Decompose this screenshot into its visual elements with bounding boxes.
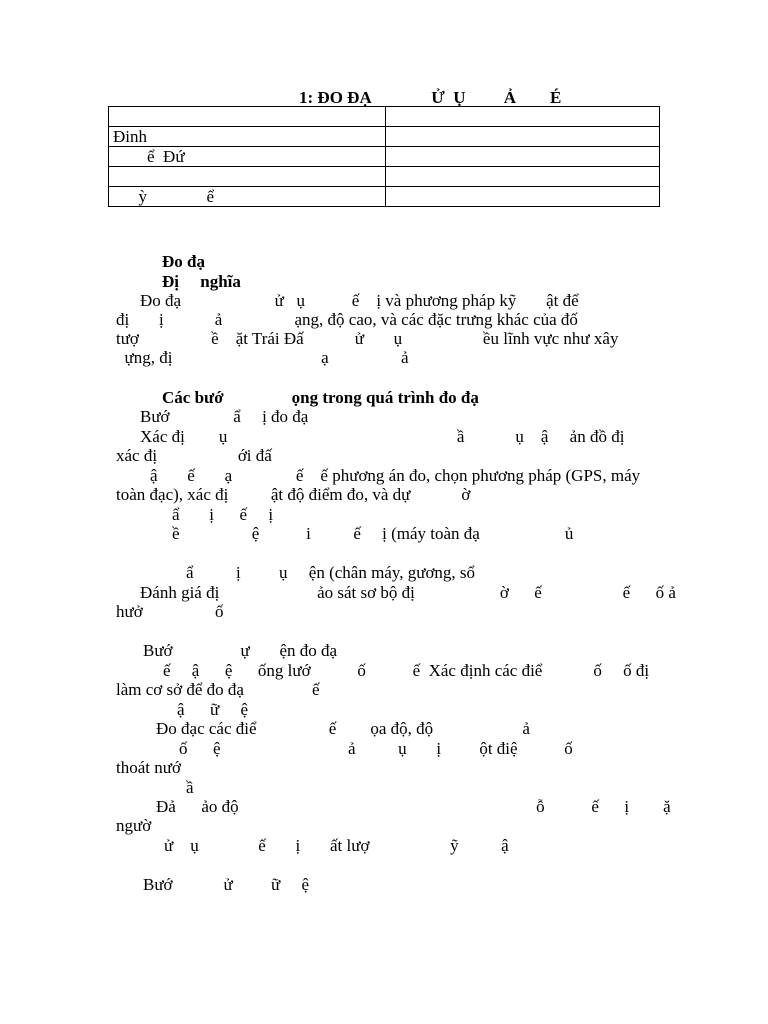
table-row xyxy=(109,187,660,207)
text-line: thoát nướ xyxy=(116,758,181,777)
text-line: ngườ xyxy=(116,816,152,835)
text-line: Bướ ự ện đo đạ xyxy=(143,641,338,660)
table-cell xyxy=(386,147,660,167)
heading-line: Đị nghĩa xyxy=(162,272,241,291)
text-line: ẩ ị ế ị xyxy=(172,505,274,524)
text-line: ựng, đị ạ ả xyxy=(116,348,409,367)
text-line: ậ ữ ệ xyxy=(177,700,249,719)
text-line: hưở ố xyxy=(116,602,224,621)
text-line: đị ị ả ạng, độ cao, và các đặc trưng khác của đố xyxy=(116,310,578,329)
text-line: tượ ề ặt Trái Đấ ử ụ ều lĩnh vực như xây xyxy=(116,329,619,348)
table-cell: ể Đứ xyxy=(109,147,386,167)
text-line: Bướ ử ữ ệ xyxy=(143,875,310,894)
text-line: ử ụ ế ị ất lượ ỹ ậ xyxy=(164,836,509,855)
text-line: Đo đạ ử ụ ế ị và phương pháp kỹ ật để xyxy=(140,291,579,310)
table-cell xyxy=(386,107,660,127)
text-line: Xác đị ụ ầ ụ ậ ản đồ đị xyxy=(140,427,625,446)
info-table xyxy=(108,106,660,207)
table-row xyxy=(109,147,660,167)
table-cell: ỳ ể xyxy=(109,187,386,207)
text-line: ế ậ ệ ống lướ ố ế Xác định các điể ố ố đị xyxy=(163,661,650,680)
text-line: ẩ ị ụ ện (chân máy, gương, sổ xyxy=(186,563,476,582)
table-row xyxy=(109,167,660,187)
table-cell xyxy=(109,167,386,187)
text-line: toàn đạc), xác đị ật độ điểm đo, và dự ờ xyxy=(116,485,471,504)
table-row xyxy=(109,107,660,127)
text-line: ầ xyxy=(186,778,194,797)
table-row xyxy=(109,127,660,147)
text-line: ậ ế ạ ế ế phương án đo, chọn phương pháp (GPS, máy xyxy=(150,466,641,485)
text-line: ố ệ ả ụ ị ột điệ ố xyxy=(179,739,573,758)
text-line: xác đị ới đấ xyxy=(116,446,272,465)
table-cell xyxy=(386,187,660,207)
text-line: Đánh giá đị ảo sát sơ bộ đị ờ ế ế ố ả xyxy=(140,583,676,602)
text-line: Đo đạc các điể ế ọa độ, độ ả xyxy=(156,719,530,738)
text-line: làm cơ sở để đo đạ ế xyxy=(116,680,320,699)
heading-line: Đo đạ xyxy=(162,252,205,271)
text-line: Đả ảo độ ỗ ế ị ặ xyxy=(156,797,671,816)
table-cell xyxy=(109,107,386,127)
text-line: ề ệ i ế ị (máy toàn đạ ủ xyxy=(172,524,574,543)
table-cell xyxy=(386,127,660,147)
heading-line: Các bướ ọng trong quá trình đo đạ xyxy=(162,388,479,407)
table-cell xyxy=(386,167,660,187)
section-title: 1: ĐO ĐẠ Ử Ụ Ả É xyxy=(299,88,562,107)
table-cell: Đinh xyxy=(109,127,386,147)
text-line: Bướ ẩ ị đo đạ xyxy=(140,407,309,426)
